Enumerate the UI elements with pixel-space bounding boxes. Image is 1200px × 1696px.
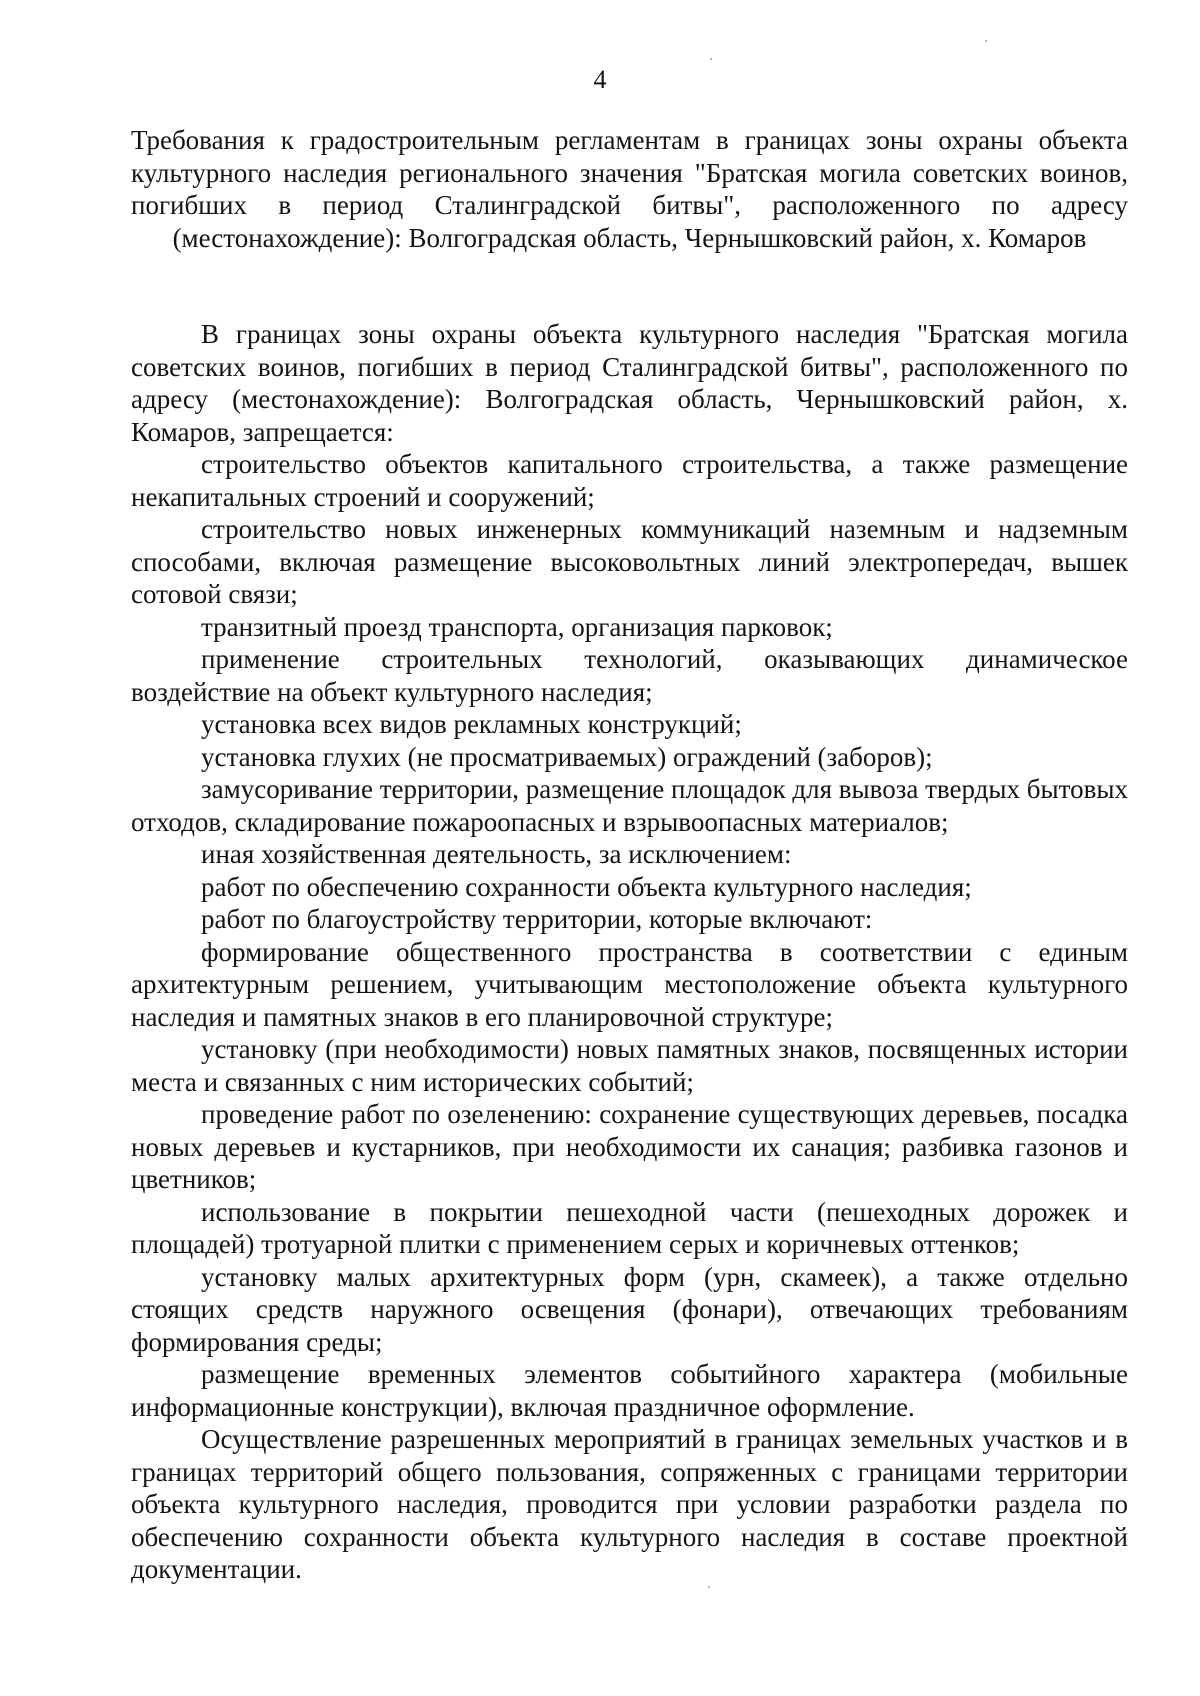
paragraph: установка всех видов рекламных конструкций; xyxy=(201,709,742,739)
paragraph: работ по благоустройству территории, которые включают: xyxy=(201,904,873,934)
document-heading xyxy=(131,124,1128,254)
paragraph: установка глухих (не просматриваемых) ограждений (заборов); xyxy=(201,741,933,772)
scan-speck xyxy=(710,58,712,60)
heading-text: Требования к градостроительным регламентам в границах зоны охраны объекта культурного наследия регионального значения "Братская могила советских воинов, погибших в период Сталинградской битвы", расположенного по адресу (местонахождение): Волгоградская область, Чернышковский район, х. Комаров xyxy=(131,125,1128,253)
paragraph: В границах зоны охраны объекта культурного наследия "Братская могила советских воинов, погибших в период Сталинградской битвы", расположенного по адресу (местонахождение): Волгоградская область, Чернышковский район, х. Комаров, запрещается: xyxy=(131,319,1128,447)
paragraph: формирование общественного пространства в соответствии с единым архитектурным решением, учитывающим местоположение объекта культурного наследия и памятных знаков в его планировочной структуре; xyxy=(131,936,1128,1032)
paragraph: использование в покрытии пешеходной части (пешеходных дорожек и площадей) тротуарной плитки с применением серых и коричневых оттенков; xyxy=(131,1196,1128,1259)
paragraph: проведение работ по озеленению: сохранение существующих деревьев, посадка новых деревьев и кустарников, при необходимости их санация; разбивка газонов и цветников; xyxy=(131,1099,1128,1194)
paragraph: Осуществление разрешенных мероприятий в границах земельных участков и в границах территорий общего пользования, сопряженных с границами территории объекта культурного наследия, проводится при условии разработки раздела по обеспечению сохранности объекта культурного наследия в составе проектной документации. xyxy=(131,1424,1128,1584)
paragraph: строительство новых инженерных коммуникаций наземным и надземным способами, включая размещение высоковольтных линий электропередач, вышек сотовой связи; xyxy=(131,514,1128,609)
paragraph: строительство объектов капитального строительства, а также размещение некапитальных строений и сооружений; xyxy=(131,449,1128,512)
paragraph: установку (при необходимости) новых памятных знаков, посвященных истории места и связанных с ним исторических событий; xyxy=(131,1034,1128,1097)
document-body xyxy=(131,318,1128,1586)
paragraph: размещение временных элементов событийного характера (мобильные информационные конструкции), включая праздничное оформление. xyxy=(131,1359,1128,1422)
page-number: 4 xyxy=(593,65,607,94)
paragraph: применение строительных технологий, оказывающих динамическое воздействие на объект культурного наследия; xyxy=(131,644,1128,707)
paragraph: транзитный проезд транспорта, организация парковок; xyxy=(201,611,833,642)
paragraph: иная хозяйственная деятельность, за исключением: xyxy=(201,839,792,869)
paragraph: установку малых архитектурных форм (урн, скамеек), а также отдельно стоящих средств наружного освещения (фонари), отвечающих требованиям формирования среды; xyxy=(131,1261,1128,1357)
paragraph: работ по обеспечению сохранности объекта культурного наследия; xyxy=(201,871,972,902)
paragraph: замусоривание территории, размещение площадок для вывоза твердых бытовых отходов, складирование пожароопасных и взрывоопасных материалов; xyxy=(131,774,1128,837)
scan-speck xyxy=(708,1586,710,1588)
scan-speck xyxy=(985,40,987,42)
